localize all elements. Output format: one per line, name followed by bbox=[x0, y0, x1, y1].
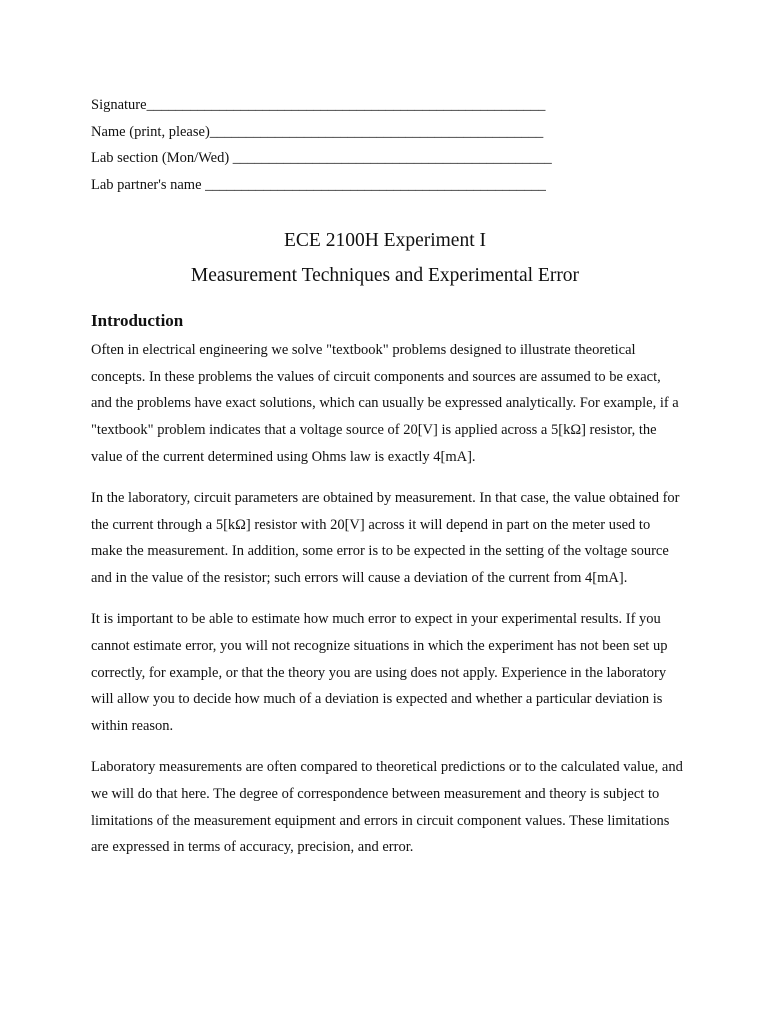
paragraph: It is important to be able to estimate how much error to expect in your experimental results. If you cannot estimate error, you will not recognize situations in which the experiment has not been set up correctly, for example, or that the theory you are using does not apply. Experience in the laboratory will allow you to decide how much of a deviation is expected and whether a particular deviation is within reason. bbox=[91, 610, 668, 735]
paragraph: In the laboratory, circuit parameters are obtained by measurement. In that case, the value obtained for the current through a 5[kΩ] resistor with 20[V] across it will depend in part on the meter used to make the measurement. In addition, some error is to be expected in the setting of the voltage source and in the value of the resistor; such errors will cause a deviation of the current from 4[mA]. bbox=[91, 489, 680, 587]
title-block bbox=[91, 229, 679, 288]
lab-section-line[interactable]: Lab section (Mon/Wed) ____________________________________________ bbox=[91, 150, 552, 167]
section-heading-introduction: Introduction bbox=[91, 310, 184, 330]
document-subtitle: Measurement Techniques and Experimental Error bbox=[190, 264, 580, 286]
name-print-line[interactable]: Name (print, please)______________________________________________ bbox=[91, 123, 544, 140]
lab-partner-line[interactable]: Lab partner's name _______________________________________________ bbox=[91, 177, 546, 194]
signature-line[interactable]: Signature_______________________________________________________ bbox=[91, 97, 546, 113]
paragraph: Often in electrical engineering we solve "textbook" problems designed to illustrate theoretical concepts. In these problems the values of circuit components and sources are assumed to be exact, and the problems have exact solutions, which can usually be expressed analytically. For example, if a "textbook" problem indicates that a voltage source of 20[V] is applied across a 5[kΩ] resistor, the value of the current determined using Ohms law is exactly 4[mA]. bbox=[91, 341, 679, 465]
document-title: ECE 2100H Experiment I bbox=[284, 229, 486, 251]
paragraph: Laboratory measurements are often compared to theoretical predictions or to the calculated value, and we will do that here. The degree of correspondence between measurement and theory is subject to limitations of the measurement equipment and errors in circuit component values. These limitations are expressed in terms of accuracy, precision, and error. bbox=[91, 758, 683, 856]
document-page bbox=[91, 92, 683, 861]
signature-form bbox=[91, 92, 683, 199]
